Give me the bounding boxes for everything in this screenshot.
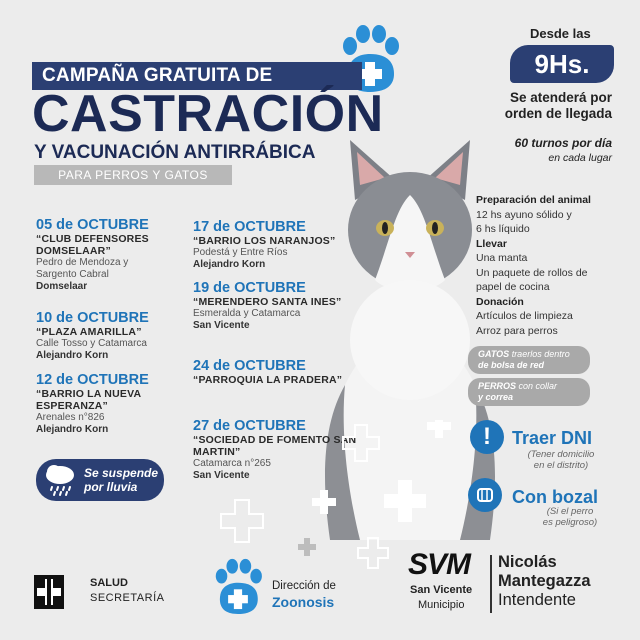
- cats-label: GATOS: [478, 349, 510, 359]
- event-item: [36, 310, 196, 362]
- cats-note: [468, 346, 590, 374]
- event-item: [193, 219, 363, 271]
- zoonosis-line-1: Dirección de: [272, 580, 336, 592]
- event-locality: Domselaar: [36, 281, 88, 292]
- donation-item: Arroz para perros: [476, 324, 558, 337]
- bring-item: Un paquete de rollos de: [476, 266, 588, 279]
- event-item: [193, 358, 373, 386]
- event-address: Podestá y Entre Ríos: [193, 247, 288, 258]
- mayor-last-name: Mantegazza: [498, 572, 591, 590]
- event-locality: Alejandro Korn: [36, 350, 109, 361]
- cats-text: traerlos dentro: [511, 349, 570, 359]
- event-address: Arenales n°826: [36, 412, 105, 423]
- bring-title: Llevar: [476, 237, 507, 250]
- dogs-label: PERROS: [478, 381, 517, 391]
- event-date: 19 de OCTUBRE: [193, 280, 306, 296]
- rain-cloud-icon: [44, 463, 76, 497]
- rain-line-2: por lluvia: [84, 480, 138, 494]
- event-locality: Alejandro Korn: [36, 424, 109, 435]
- event-address: Calle Tosso y Catamarca: [36, 338, 147, 349]
- prep-item: 12 hs ayuno sólido y: [476, 208, 572, 221]
- event-locality: Alejandro Korn: [193, 259, 266, 270]
- event-place: “SOCIEDAD DE FOMENTO SAN MARTIN”: [193, 434, 357, 458]
- event-locality: San Vicente: [193, 470, 250, 481]
- order-line-2: orden de llegada: [504, 106, 612, 121]
- prep-item: 6 hs líquido: [476, 223, 530, 235]
- cats-text-2: de bolsa de red: [478, 360, 545, 370]
- campaign-banner: CAMPAÑA GRATUITA DE: [32, 62, 362, 90]
- event-place: “PLAZA AMARILLA”: [36, 326, 142, 338]
- event-locality: San Vicente: [193, 320, 250, 331]
- event-address: Sargento Cabral: [36, 269, 109, 280]
- bring-item: Una manta: [476, 252, 528, 264]
- rain-line-1: Se suspende: [84, 466, 159, 480]
- dni-note-1: (Tener domicilio: [527, 449, 595, 460]
- dni-note: [506, 449, 616, 471]
- event-item: [36, 372, 186, 436]
- each-place-note: en cada lugar: [548, 152, 612, 164]
- municipality-name: San Vicente: [410, 584, 473, 596]
- prep-title: Preparación del animal: [476, 194, 591, 206]
- page-subtitle: Y VACUNACIÓN ANTIRRÁBICA: [34, 142, 316, 163]
- donation-title: Donación: [476, 295, 524, 308]
- muzzle-note: [520, 506, 620, 528]
- municipality-logo: SVM: [408, 548, 471, 581]
- muzzle-icon: [468, 478, 502, 512]
- event-date: 24 de OCTUBRE: [193, 358, 306, 374]
- footer-divider: [490, 555, 492, 613]
- dogs-note: [468, 378, 590, 406]
- from-label: Desde las: [530, 26, 591, 41]
- event-address: Esmeralda y Catamarca: [193, 308, 301, 319]
- event-date: 12 de OCTUBRE: [36, 372, 149, 388]
- dogs-text-2: y correa: [478, 392, 514, 402]
- event-place: “BARRIO LOS NARANJOS”: [193, 235, 336, 247]
- rain-text: [84, 466, 158, 494]
- mayor-first-name: Nicolás: [498, 553, 557, 571]
- municipality-label: Municipio: [418, 599, 465, 611]
- muzzle-note-2: es peligroso): [542, 517, 598, 528]
- hour-badge: 9Hs.: [510, 45, 614, 83]
- turns-note: 60 turnos por día: [514, 136, 612, 150]
- event-place: “PARROQUIA LA PRADERA”: [193, 374, 343, 386]
- zoonosis-line-2: Zoonosis: [272, 594, 335, 610]
- health-secretary-line-2: SECRETARÍA: [90, 592, 165, 604]
- event-place: “MERENDERO SANTA INES”: [193, 296, 342, 308]
- event-date: 17 de OCTUBRE: [193, 219, 306, 235]
- zoonosis-paw-icon: [210, 556, 266, 616]
- mayor-title: Intendente: [498, 591, 576, 609]
- event-date: 05 de OCTUBRE: [36, 217, 149, 233]
- dni-note-2: en el distrito): [533, 460, 589, 471]
- event-address: Pedro de Mendoza y: [36, 257, 129, 268]
- audience-banner: PARA PERROS Y GATOS: [34, 165, 232, 185]
- order-note: [470, 90, 612, 122]
- requirements-list: [476, 193, 636, 338]
- health-cross-icon: [34, 575, 64, 609]
- muzzle-note-1: (Si el perro: [546, 506, 594, 517]
- bring-item: papel de cocina: [476, 281, 550, 293]
- event-place: “BARRIO LA NUEVA ESPERANZA”: [36, 388, 141, 412]
- order-line-1: Se atenderá por: [509, 90, 612, 105]
- event-address: Catamarca n°265: [193, 458, 271, 469]
- donation-item: Artículos de limpieza: [476, 310, 573, 322]
- health-secretary-line-1: SALUD: [90, 577, 128, 589]
- alert-icon: !: [470, 420, 504, 454]
- dogs-text: con collar: [518, 381, 558, 391]
- dni-label: Traer DNI: [512, 428, 593, 448]
- page-title: CASTRACIÓN: [32, 85, 384, 143]
- muzzle-label: Con bozal: [512, 487, 598, 507]
- event-date: 10 de OCTUBRE: [36, 310, 149, 326]
- event-date: 27 de OCTUBRE: [193, 418, 306, 434]
- event-place: “CLUB DEFENSORES DOMSELAAR”: [36, 233, 149, 257]
- event-item: [193, 280, 373, 332]
- event-item: [36, 217, 196, 293]
